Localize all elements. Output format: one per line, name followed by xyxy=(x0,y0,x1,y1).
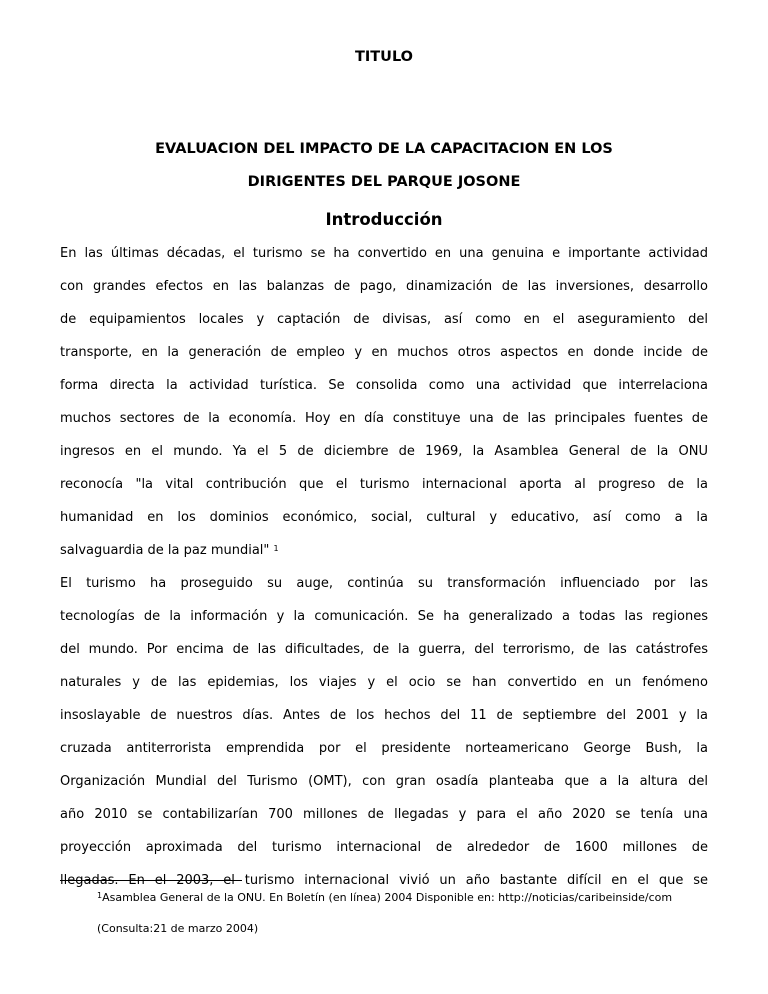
text-line: transporte, en la generación de empleo y en muchos otros aspectos en donde incide de xyxy=(60,345,708,360)
text-line: de equipamientos locales y captación de divisas, así como en el aseguramiento del xyxy=(60,312,708,327)
document-body xyxy=(60,244,708,904)
document-title-line-1: EVALUACION DEL IMPACTO DE LA CAPACITACION EN LOS xyxy=(155,141,613,157)
document-title-line-2: DIRIGENTES DEL PARQUE JOSONE xyxy=(247,174,521,190)
text-line: proyección aproximada del turismo internacional de alrededor de 1600 millones de xyxy=(60,840,708,855)
footnote-separator xyxy=(60,880,242,881)
footnote-text: Asamblea General de la ONU. En Boletín (en línea) 2004 Disponible en: http://noticias/caribeinside/com xyxy=(102,891,673,904)
text-line: insoslayable de nuestros días. Antes de los hechos del 11 de septiembre del 2001 y la xyxy=(60,708,708,723)
text-line: reconocía "la vital contribución que el turismo internacional aporta al progreso de la xyxy=(60,477,708,492)
text-line: ingresos en el mundo. Ya el 5 de diciembre de 1969, la Asamblea General de la ONU xyxy=(60,444,708,459)
text-line: forma directa la actividad turística. Se consolida como una actividad que interrelaciona xyxy=(60,378,708,393)
text-line: con grandes efectos en las balanzas de pago, dinamización de las inversiones, desarrollo xyxy=(60,279,708,294)
footnote-reference[interactable]: 1 xyxy=(273,544,279,553)
text-line: del mundo. Por encima de las dificultades, de la guerra, del terrorismo, de las catástrofes xyxy=(60,642,708,657)
text-line xyxy=(60,541,708,574)
text-line: El turismo ha proseguido su auge, continúa su transformación influenciado por las xyxy=(60,576,708,591)
text-line: naturales y de las epidemias, los viajes y el ocio se han convertido en un fenómeno xyxy=(60,675,708,690)
text-line-content: salvaguardia de la paz mundial" xyxy=(60,543,274,558)
section-heading: Introducción xyxy=(325,210,443,229)
text-line: llegadas. En el 2003, el turismo internacional vivió un año bastante difícil en el que se xyxy=(60,873,708,888)
text-line: tecnologías de la información y la comunicación. Se ha generalizado a todas las regiones xyxy=(60,609,708,624)
text-line: muchos sectores de la economía. Hoy en día constituye una de las principales fuentes de xyxy=(60,411,708,426)
text-line: cruzada antiterrorista emprendida por el presidente norteamericano George Bush, la xyxy=(60,741,708,756)
footnote-number: 1 xyxy=(97,891,103,900)
text-line: En las últimas décadas, el turismo se ha convertido en una genuina e importante actividad xyxy=(60,246,708,261)
footnote-line-2: (Consulta:21 de marzo 2004) xyxy=(97,922,259,935)
document-label: TITULO xyxy=(355,49,413,65)
text-line: año 2010 se contabilizarían 700 millones de llegadas y para el año 2020 se tenía una xyxy=(60,807,708,822)
footnote-line-1 xyxy=(97,890,672,906)
text-line: Organización Mundial del Turismo (OMT), con gran osadía planteaba que a la altura del xyxy=(60,774,708,789)
text-line: humanidad en los dominios económico, social, cultural y educativo, así como a la xyxy=(60,510,708,525)
